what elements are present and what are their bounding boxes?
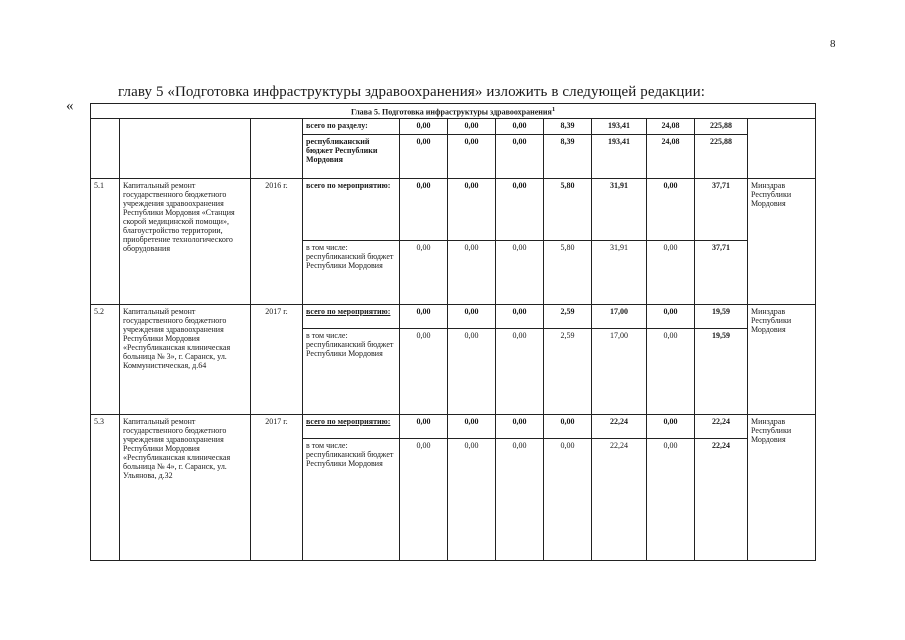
item-name: Капитальный ремонт государственного бюджетного учреждения здравоохранения Республики Мордовия «Станция скорой медицинской помощи», благоустройство территории, приобретение технологического оборудования — [120, 178, 251, 304]
value-cell: 0,00 — [496, 134, 544, 178]
value-cell: 31,91 — [592, 240, 647, 304]
value-cell: 5,80 — [544, 240, 592, 304]
value-cell: 2,59 — [544, 304, 592, 328]
item-total-label: всего по мероприятию: — [303, 304, 400, 328]
item-executor: Минздрав Республики Мордовия — [748, 178, 816, 304]
value-cell: 24,08 — [647, 118, 695, 134]
item-sub-label: в том числе: республиканский бюджет Республики Мордовия — [303, 438, 400, 560]
value-cell: 0,00 — [496, 178, 544, 240]
value-cell: 0,00 — [400, 304, 448, 328]
value-cell: 22,24 — [695, 438, 748, 560]
value-cell: 17,00 — [592, 304, 647, 328]
page-number: 8 — [830, 38, 836, 50]
value-cell: 31,91 — [592, 178, 647, 240]
value-cell: 193,41 — [592, 118, 647, 134]
item-total-label: всего по мероприятию: — [303, 178, 400, 240]
value-cell: 225,88 — [695, 118, 748, 134]
value-cell: 0,00 — [448, 134, 496, 178]
value-cell: 0,00 — [448, 438, 496, 560]
item-5-2-total-row — [91, 304, 816, 328]
intro-text: главу 5 «Подготовка инфраструктуры здравоохранения» изложить в следующей редакции: — [118, 84, 705, 100]
value-cell: 0,00 — [647, 328, 695, 414]
num-cell — [91, 118, 120, 178]
executor-cell — [748, 118, 816, 178]
value-cell: 0,00 — [496, 414, 544, 438]
table-header: Глава 5. Подготовка инфраструктуры здравоохранения$^1$ — [91, 104, 816, 119]
item-5-3-total-row — [91, 414, 816, 438]
value-cell: 0,00 — [647, 304, 695, 328]
value-cell: 0,00 — [400, 240, 448, 304]
item-sub-label: в том числе: республиканский бюджет Республики Мордовия — [303, 240, 400, 304]
value-cell: 22,24 — [592, 438, 647, 560]
value-cell: 0,00 — [448, 414, 496, 438]
value-cell: 19,59 — [695, 304, 748, 328]
value-cell: 0,00 — [496, 118, 544, 134]
value-cell: 0,00 — [400, 178, 448, 240]
value-cell: 22,24 — [695, 414, 748, 438]
item-total-label: всего по мероприятию: — [303, 414, 400, 438]
item-sub-label: в том числе: республиканский бюджет Республики Мордовия — [303, 328, 400, 414]
item-executor: Минздрав Республики Мордовия — [748, 304, 816, 414]
value-cell: 225,88 — [695, 134, 748, 178]
table-header-row — [91, 104, 816, 119]
value-cell: 0,00 — [448, 178, 496, 240]
value-cell: 8,39 — [544, 118, 592, 134]
value-cell: 19,59 — [695, 328, 748, 414]
value-cell: 0,00 — [400, 118, 448, 134]
value-cell: 0,00 — [448, 118, 496, 134]
value-cell: 37,71 — [695, 240, 748, 304]
value-cell: 5,80 — [544, 178, 592, 240]
section-budget-label: республиканский бюджет Республики Мордовия — [303, 134, 400, 178]
value-cell: 0,00 — [448, 304, 496, 328]
value-cell: 0,00 — [496, 240, 544, 304]
value-cell: 0,00 — [496, 328, 544, 414]
value-cell: 0,00 — [647, 438, 695, 560]
item-year: 2017 г. — [251, 304, 303, 414]
value-cell: 0,00 — [400, 328, 448, 414]
name-cell — [120, 118, 251, 178]
value-cell: 0,00 — [496, 304, 544, 328]
value-cell: 0,00 — [448, 240, 496, 304]
year-cell — [251, 118, 303, 178]
value-cell: 0,00 — [544, 414, 592, 438]
value-cell: 37,71 — [695, 178, 748, 240]
item-name: Капитальный ремонт государственного бюджетного учреждения здравоохранения Республики Мордовия «Республиканская клиническая больница № 4», г. Саранск, ул. Ульянова, д.32 — [120, 414, 251, 560]
value-cell: 0,00 — [400, 414, 448, 438]
item-5-1-total-row — [91, 178, 816, 240]
value-cell: 0,00 — [496, 438, 544, 560]
value-cell: 193,41 — [592, 134, 647, 178]
value-cell: 2,59 — [544, 328, 592, 414]
value-cell: 0,00 — [400, 438, 448, 560]
item-number: 5.3 — [91, 414, 120, 560]
value-cell: 0,00 — [647, 414, 695, 438]
value-cell: 0,00 — [448, 328, 496, 414]
item-year: 2016 г. — [251, 178, 303, 304]
opening-quote: « — [66, 98, 74, 114]
section-total-row — [91, 118, 816, 134]
value-cell: 0,00 — [544, 438, 592, 560]
item-year: 2017 г. — [251, 414, 303, 560]
section-total-label: всего по разделу: — [303, 118, 400, 134]
item-name: Капитальный ремонт государственного бюджетного учреждения здравоохранения Республики Мордовия «Республиканская клиническая больница № 3», г. Саранск, ул. Коммунистическая, д.64 — [120, 304, 251, 414]
value-cell: 8,39 — [544, 134, 592, 178]
value-cell: 24,08 — [647, 134, 695, 178]
infrastructure-table — [90, 103, 816, 561]
value-cell: 17,00 — [592, 328, 647, 414]
value-cell: 22,24 — [592, 414, 647, 438]
value-cell: 0,00 — [647, 240, 695, 304]
value-cell: 0,00 — [400, 134, 448, 178]
item-number: 5.1 — [91, 178, 120, 304]
value-cell: 0,00 — [647, 178, 695, 240]
item-number: 5.2 — [91, 304, 120, 414]
item-executor: Минздрав Республики Мордовия — [748, 414, 816, 560]
